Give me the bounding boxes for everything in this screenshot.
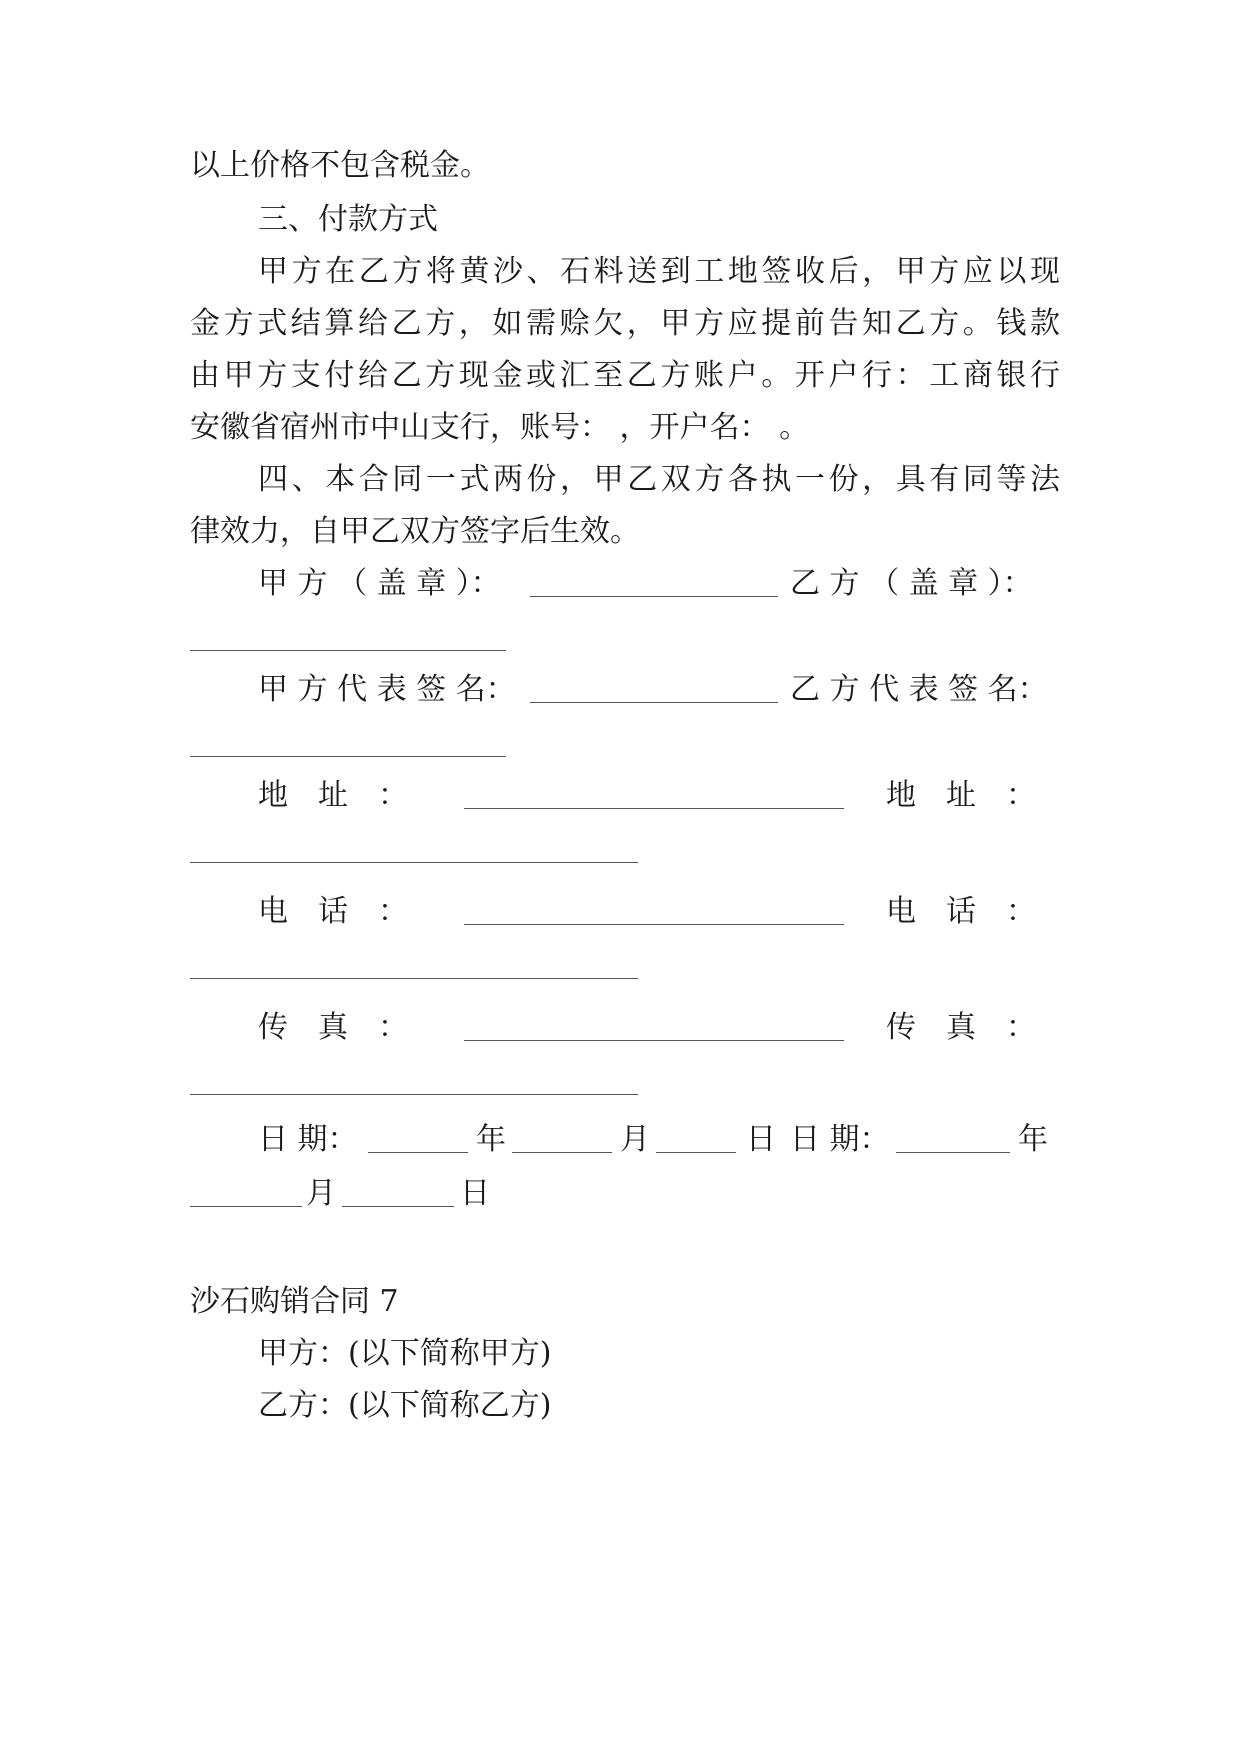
party-a-year-blank (368, 1152, 468, 1153)
party-b-month-blank (190, 1206, 302, 1207)
contract-7-title: 沙石购销合同 7 (190, 1284, 399, 1319)
section-heading-payment: 三、付款方式 (258, 202, 438, 237)
party-a-address-blank (464, 808, 844, 809)
payment-line-2: 金方式结算给乙方，如需赊欠，甲方应提前告知乙方。钱款 (190, 306, 1060, 341)
party-b-seal-blank (190, 650, 506, 651)
party-b-day-unit: 日 (460, 1176, 490, 1211)
party-a-rep-label: 甲 方 代 表 签 名： (258, 672, 516, 707)
party-a-day-unit: 日 (746, 1122, 776, 1157)
party-b-rep-label: 乙 方 代 表 签 名： (790, 672, 1048, 707)
party-b-date-label: 日 期： (790, 1122, 890, 1157)
party-b-address-label: 地 址 ： (886, 778, 1036, 813)
party-a-address-label: 地 址 ： (258, 778, 408, 813)
party-a-fax-blank (464, 1040, 844, 1041)
party-a-month-blank (512, 1152, 612, 1153)
party-b-rep-blank (190, 756, 506, 757)
party-b-year-blank (896, 1152, 1010, 1153)
party-a-date-label: 日 期： (258, 1122, 358, 1157)
party-a-line: 甲方：(以下简称甲方) (258, 1336, 552, 1371)
party-a-phone-label: 电 话 ： (258, 894, 408, 929)
payment-line-3: 由甲方支付给乙方现金或汇至乙方账户。开户行：工商银行 (190, 358, 1060, 393)
party-a-rep-blank (530, 702, 778, 703)
party-a-fax-label: 传 真 ： (258, 1010, 408, 1045)
term4-line-1: 四、本合同一式两份，甲乙双方各执一份，具有同等法 (258, 462, 1060, 497)
party-b-seal-label: 乙 方 （ 盖 章 ）： (790, 566, 1033, 601)
party-b-fax-blank (190, 1094, 638, 1095)
party-a-year-unit: 年 (476, 1122, 506, 1157)
party-b-month-unit: 月 (306, 1176, 336, 1211)
party-b-day-blank (342, 1206, 454, 1207)
party-a-day-blank (656, 1152, 736, 1153)
party-a-seal-blank (530, 596, 778, 597)
party-b-phone-blank (190, 978, 638, 979)
party-a-seal-label: 甲 方 （ 盖 章 ）： (258, 566, 501, 601)
party-b-address-blank (190, 862, 638, 863)
party-b-year-unit: 年 (1018, 1122, 1048, 1157)
party-a-month-unit: 月 (620, 1122, 650, 1157)
party-b-phone-label: 电 话 ： (886, 894, 1036, 929)
term4-line-2: 律效力，自甲乙双方签字后生效。 (190, 514, 640, 549)
payment-line-4: 安徽省宿州市中山支行，账号： ，开户名： 。 (190, 410, 810, 445)
party-b-line: 乙方：(以下简称乙方) (258, 1388, 552, 1423)
price-note: 以上价格不包含税金。 (190, 148, 490, 183)
party-b-fax-label: 传 真 ： (886, 1010, 1036, 1045)
payment-line-1: 甲方在乙方将黄沙、石料送到工地签收后，甲方应以现 (258, 254, 1060, 289)
party-a-phone-blank (464, 924, 844, 925)
